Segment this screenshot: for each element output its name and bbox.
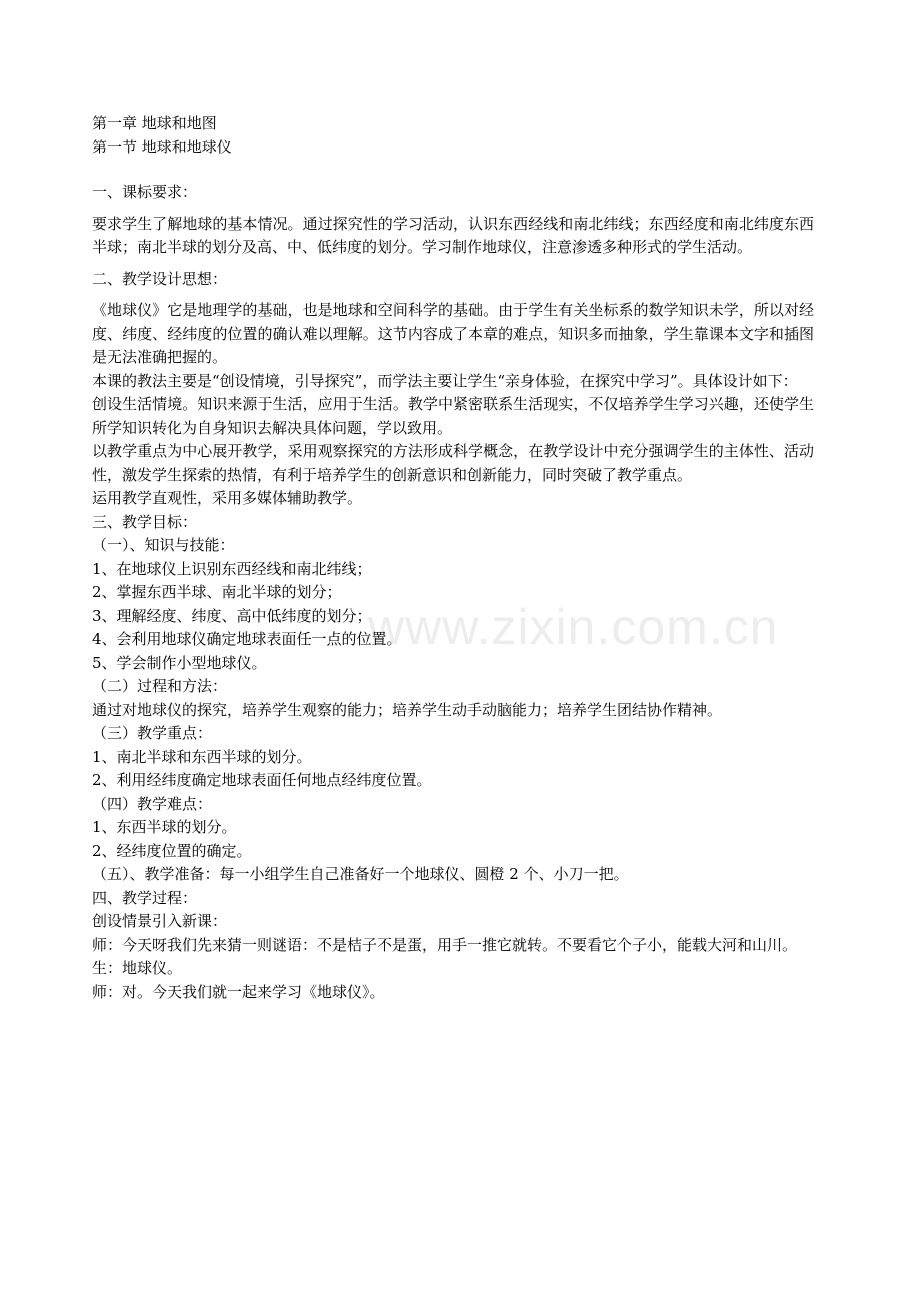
part2-paragraph: 《地球仪》它是地理学的基础，也是地球和空间科学的基础。由于学生有关坐标系的数学知识未学，所以对经度、纬度、经纬度的位置的确认难以理解。这节内容成了本章的难点，知识多而抽象，学生靠课本文字和插图是无法准确把握的。	[92, 301, 814, 366]
part1-heading: 一、课标要求：	[92, 183, 198, 201]
part4-intro: 创设情景引入新课：	[92, 912, 228, 930]
sub3-heading: （三）教学重点：	[92, 724, 213, 742]
list-item: 2、掌握东西半球、南北半球的划分；	[92, 583, 342, 601]
section-title: 第一节 地球和地球仪	[92, 137, 232, 156]
part1-body: 要求学生了解地球的基本情况。通过探究性的学习活动，认识东西经线和南北纬线；东西经度和南北纬度东西半球；南北半球的划分及高、中、低纬度的划分。学习制作地球仪，注意渗透多种形式的学生活动。	[92, 214, 814, 256]
sub1-heading: （一）、知识与技能：	[92, 536, 235, 554]
part2-paragraph: 运用教学直观性，采用多媒体辅助教学。	[92, 489, 363, 507]
dialogue-line: 师：今天呀我们先来猜一则谜语：不是桔子不是蛋，用手一推它就转。不要看它个子小，能载大河和山川。	[92, 935, 798, 954]
list-item: 5、学会制作小型地球仪。	[92, 653, 267, 672]
list-item: 4、会利用地球仪确定地球表面任一点的位置。	[92, 630, 402, 648]
part2-heading: 二、教学设计思想：	[92, 269, 228, 288]
part2-paragraph: 创设生活情境。知识来源于生活，应用于生活。教学中紧密联系生活现实，不仅培养学生学习兴趣，还使学生所学知识转化为自身知识去解决具体问题，学以致用。	[92, 395, 814, 437]
part2-paragraph: 本课的教法主要是“创设情境，引导探究”，而学法主要让学生“亲身体验，在探究中学习”。具体设计如下：	[92, 371, 798, 390]
dialogue-line: 生：地球仪。	[92, 959, 183, 977]
sub4-heading: （四）教学难点：	[92, 794, 213, 813]
watermark: www.zixin.com.cn	[368, 599, 779, 655]
list-item: 1、南北半球和东西半球的划分。	[92, 747, 312, 766]
sub2-heading: （二）过程和方法：	[92, 677, 228, 695]
list-item: 3、理解经度、纬度、高中低纬度的划分；	[92, 606, 372, 625]
part3-heading: 三、教学目标：	[92, 512, 198, 531]
chapter-title: 第一章 地球和地图	[92, 114, 217, 132]
list-item: 2、利用经纬度确定地球表面任何地点经纬度位置。	[92, 771, 432, 789]
document-page	[92, 112, 814, 1004]
part4-heading: 四、教学过程：	[92, 888, 198, 907]
list-item: 2、经纬度位置的确定。	[92, 841, 252, 860]
dialogue-line: 师：对。今天我们就一起来学习《地球仪》。	[92, 982, 385, 1001]
list-item: 1、在地球仪上识别东西经线和南北纬线；	[92, 559, 372, 578]
list-item: 1、东西半球的划分。	[92, 818, 237, 836]
sub2-body: 通过对地球仪的探究，培养学生观察的能力；培养学生动手动脑能力；培养学生团结协作精神。	[92, 700, 723, 719]
prep-line: （五）、教学准备：每一小组学生自己准备好一个地球仪、圆橙 2 个、小刀一把。	[92, 865, 629, 883]
part2-paragraph: 以教学重点为中心展开教学，采用观察探究的方法形成科学概念，在教学设计中充分强调学生的主体性、活动性，激发学生探索的热情，有利于培养学生的创新意识和创新能力，同时突破了教学重点。	[92, 442, 814, 484]
